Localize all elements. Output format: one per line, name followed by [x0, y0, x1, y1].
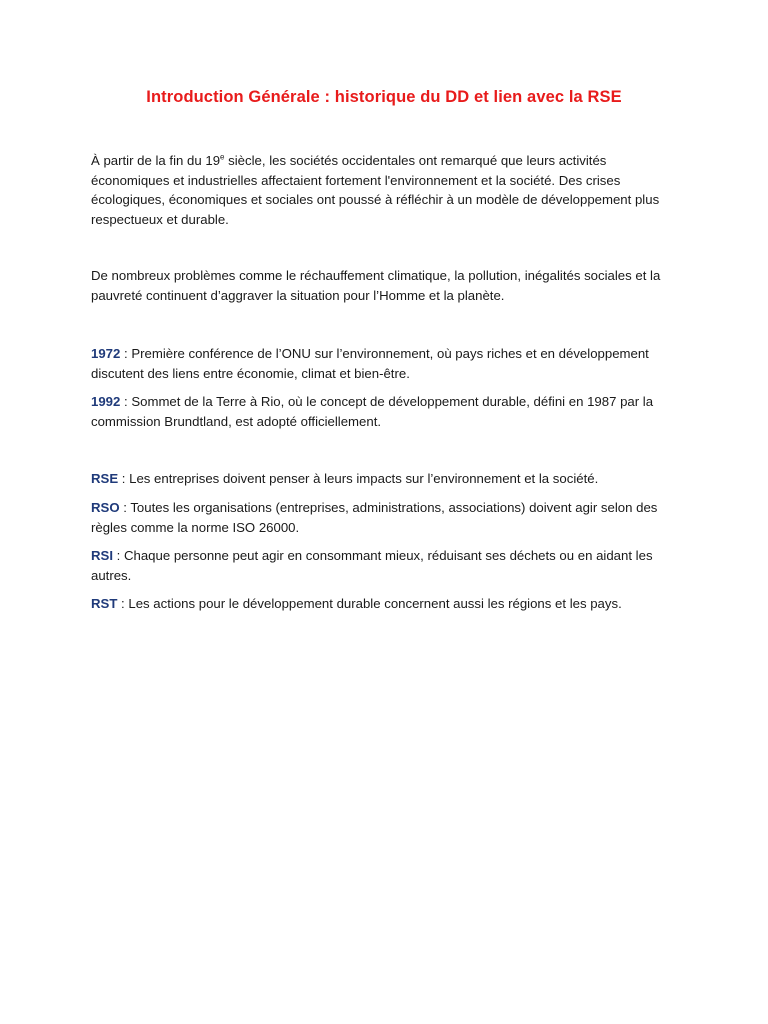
- responsibility-key: RST: [91, 596, 118, 611]
- timeline-item-1992: [91, 392, 681, 431]
- responsibility-item-rso: [91, 498, 681, 537]
- intro-text-end: siècle, les sociétés occidentales ont remarqué que leurs activités économiques et industrielles affectaient fortement l'environnement et la société. Des crises écologiques, économiques et sociales ont poussé à réfléchir à un modèle de développement plus respectueux et durable.: [91, 153, 660, 227]
- timeline-text: : Sommet de la Terre à Rio, où le concept de développement durable, défini en 1987 par la commission Brundtland, est adopté officiellement.: [91, 394, 654, 429]
- page-title: Introduction Générale : historique du DD et lien avec la RSE: [146, 88, 622, 106]
- timeline-year: 1992: [91, 394, 121, 409]
- timeline-text: : Première conférence de l’ONU sur l’environnement, où pays riches et en développement discutent des liens entre économie, climat et bien-être.: [91, 346, 649, 381]
- responsibility-text: : Les entreprises doivent penser à leurs impacts sur l’environnement et la société.: [118, 471, 599, 486]
- responsibility-text: : Chaque personne peut agir en consommant mieux, réduisant ses déchets ou en aidant les autres.: [91, 548, 653, 583]
- responsibility-key: RSO: [91, 500, 120, 515]
- responsibility-item-rse: [91, 469, 681, 489]
- responsibility-item-rst: [91, 594, 681, 614]
- problems-paragraph: De nombreux problèmes comme le réchauffement climatique, la pollution, inégalités sociales et la pauvreté continuent d’aggraver la situation pour l’Homme et la planète.: [91, 268, 661, 303]
- timeline-item-1972: [91, 344, 681, 383]
- responsibility-key: RSE: [91, 471, 119, 486]
- intro-text-start: À partir de la fin du 19: [91, 153, 221, 168]
- responsibility-text: : Les actions pour le développement durable concernent aussi les régions et les pays.: [117, 596, 622, 611]
- timeline-year: 1972: [91, 346, 121, 361]
- intro-superscript: e: [220, 152, 225, 162]
- intro-paragraph: [91, 151, 681, 229]
- responsibility-text: : Toutes les organisations (entreprises, administrations, associations) doivent agir selon des règles comme la norme ISO 26000.: [91, 500, 658, 535]
- responsibility-key: RSI: [91, 548, 113, 563]
- responsibility-item-rsi: [91, 546, 681, 585]
